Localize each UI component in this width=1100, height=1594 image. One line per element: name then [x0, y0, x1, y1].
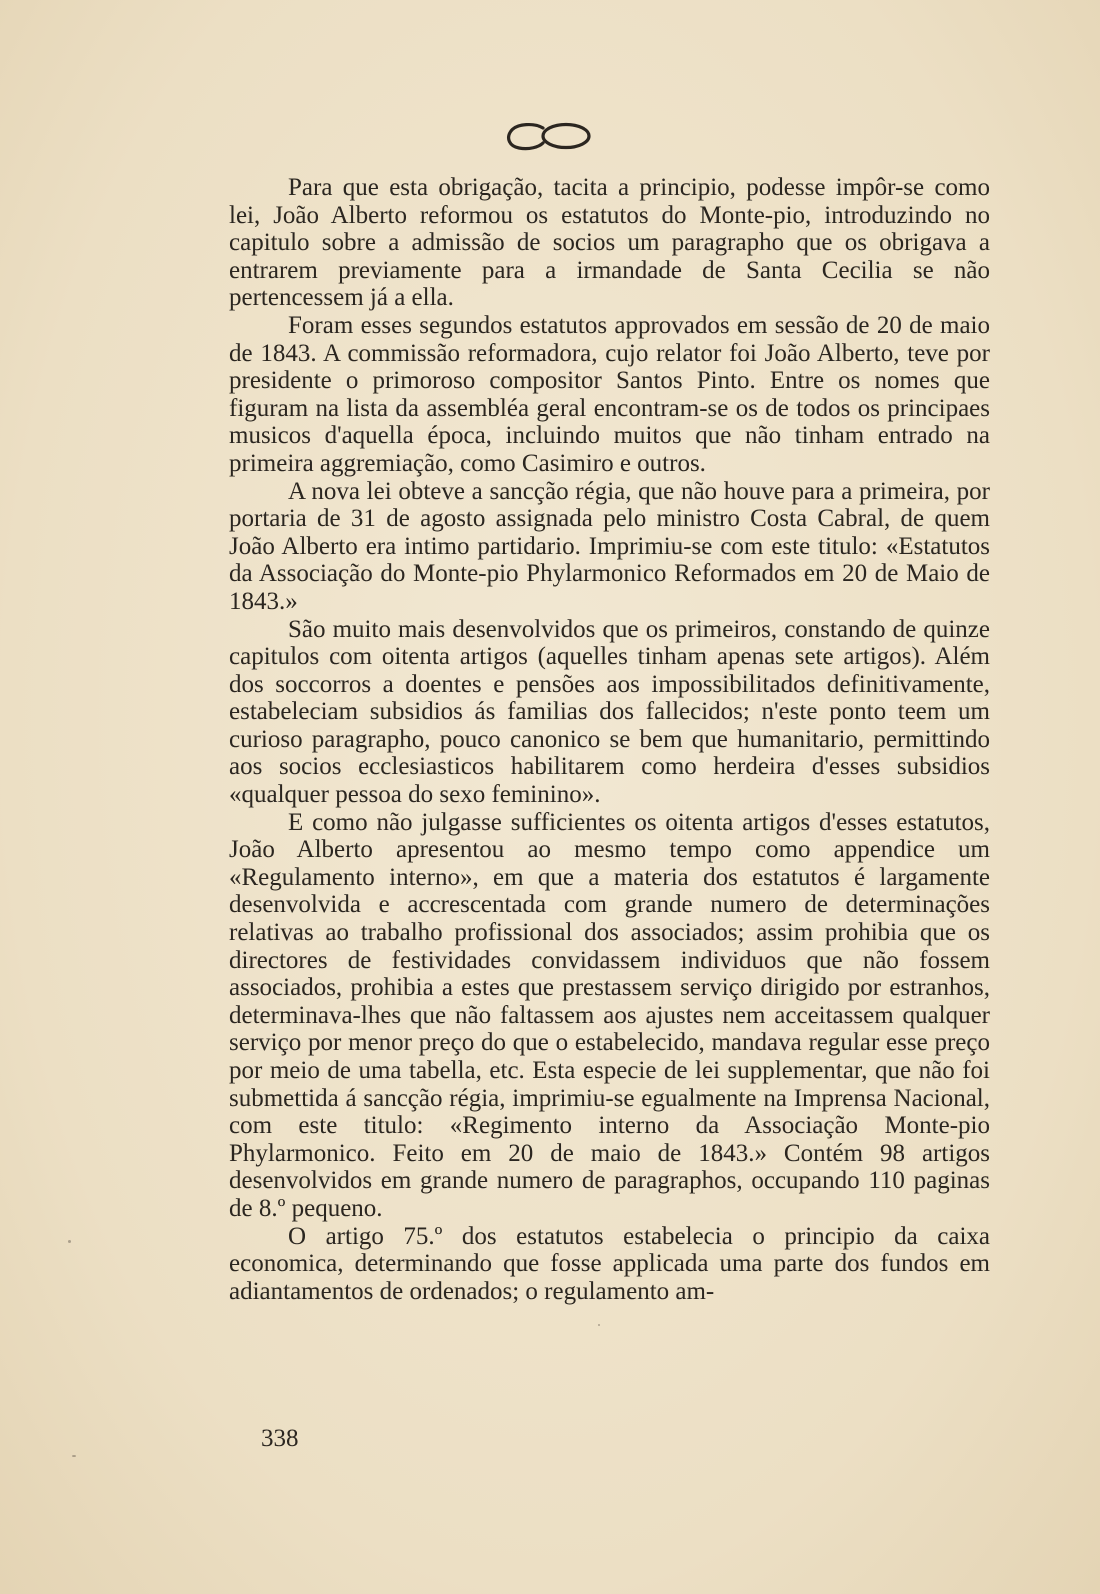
- header-ornament: [0, 121, 1100, 151]
- paragraph: Foram esses segundos estatutos approvados em sessão de 20 de maio de 1843. A commissão reformadora, cujo relator foi João Alberto, teve por presidente o primoroso compositor Santos Pinto. Entre os nomes que figuram na lista da assembléa geral encontram-se os de todos os principaes musicos d'aquella época, incluindo muitos que não tinham entrado na primeira aggremiação, como Casimiro e outros.: [229, 311, 990, 477]
- paper-speck: [72, 1455, 76, 1457]
- paragraph: Para que esta obrigação, tacita a principio, podesse impôr-se como lei, João Alberto reformou os estatutos do Monte-pio, introduzindo no capitulo sobre a admissão de socios um paragrapho que os obrigava a entrarem previamente para a irmandade de Santa Cecilia se não pertencessem já a ella.: [229, 174, 990, 312]
- paragraph: O artigo 75.º dos estatutos estabelecia o principio da caixa economica, determinando que fosse applicada uma parte dos fundos em adiantamentos de ordenados; o regulamento am-: [229, 1222, 990, 1305]
- paragraph: São muito mais desenvolvidos que os primeiros, constando de quinze capitulos com oitenta artigos (aquelles tinham apenas sete artigos). Além dos soccorros a doentes e pensões aos impossibilitados definitivamente, estabeleciam subsidios ás familias dos fallecidos; n'este ponto teem um curioso paragrapho, pouco canonico se bem que humanitario, permittindo aos socios ecclesiasticos habilitarem como herdeira d'esses subsidios «qualquer pessoa do sexo feminino».: [229, 615, 990, 809]
- body-text: [229, 174, 990, 1305]
- paper-speck: [68, 1240, 71, 1243]
- co-ornament-icon: [505, 121, 595, 151]
- page-number: 338: [261, 1425, 299, 1452]
- paragraph: E como não julgasse sufficientes os oitenta artigos d'esses estatutos, João Alberto apresentou ao mesmo tempo como appendice um «Regulamento interno», em que a materia dos estatutos é largamente desenvolvida e accrescentada com grande numero de determinações relativas ao trabalho profissional dos associados; assim prohibia que os directores de festividades convidassem individuos que não fossem associados, prohibia a estes que prestassem serviço dirigido por estranhos, determinava-lhes que não faltassem aos ajustes nem acceitassem qualquer serviço por menor preço do que o estabelecido, mandava regular esse preço por meio de uma tabella, etc. Esta especie de lei supplementar, que não foi submettida á sancção régia, imprimiu-se egualmente na Imprensa Nacional, com este titulo: «Regimento interno da Associação Monte-pio Phylarmonico. Feito em 20 de maio de 1843.» Contém 98 artigos desenvolvidos em grande numero de paragraphos, occupando 110 paginas de 8.º pequeno.: [229, 808, 990, 1222]
- paragraph: A nova lei obteve a sancção régia, que não houve para a primeira, por portaria de 31 de agosto assignada pelo ministro Costa Cabral, de quem João Alberto era intimo partidario. Imprimiu-se com este titulo: «Estatutos da Associação do Monte-pio Phylarmonico Reformados em 20 de Maio de 1843.»: [229, 477, 990, 615]
- paper-speck: [598, 1324, 600, 1326]
